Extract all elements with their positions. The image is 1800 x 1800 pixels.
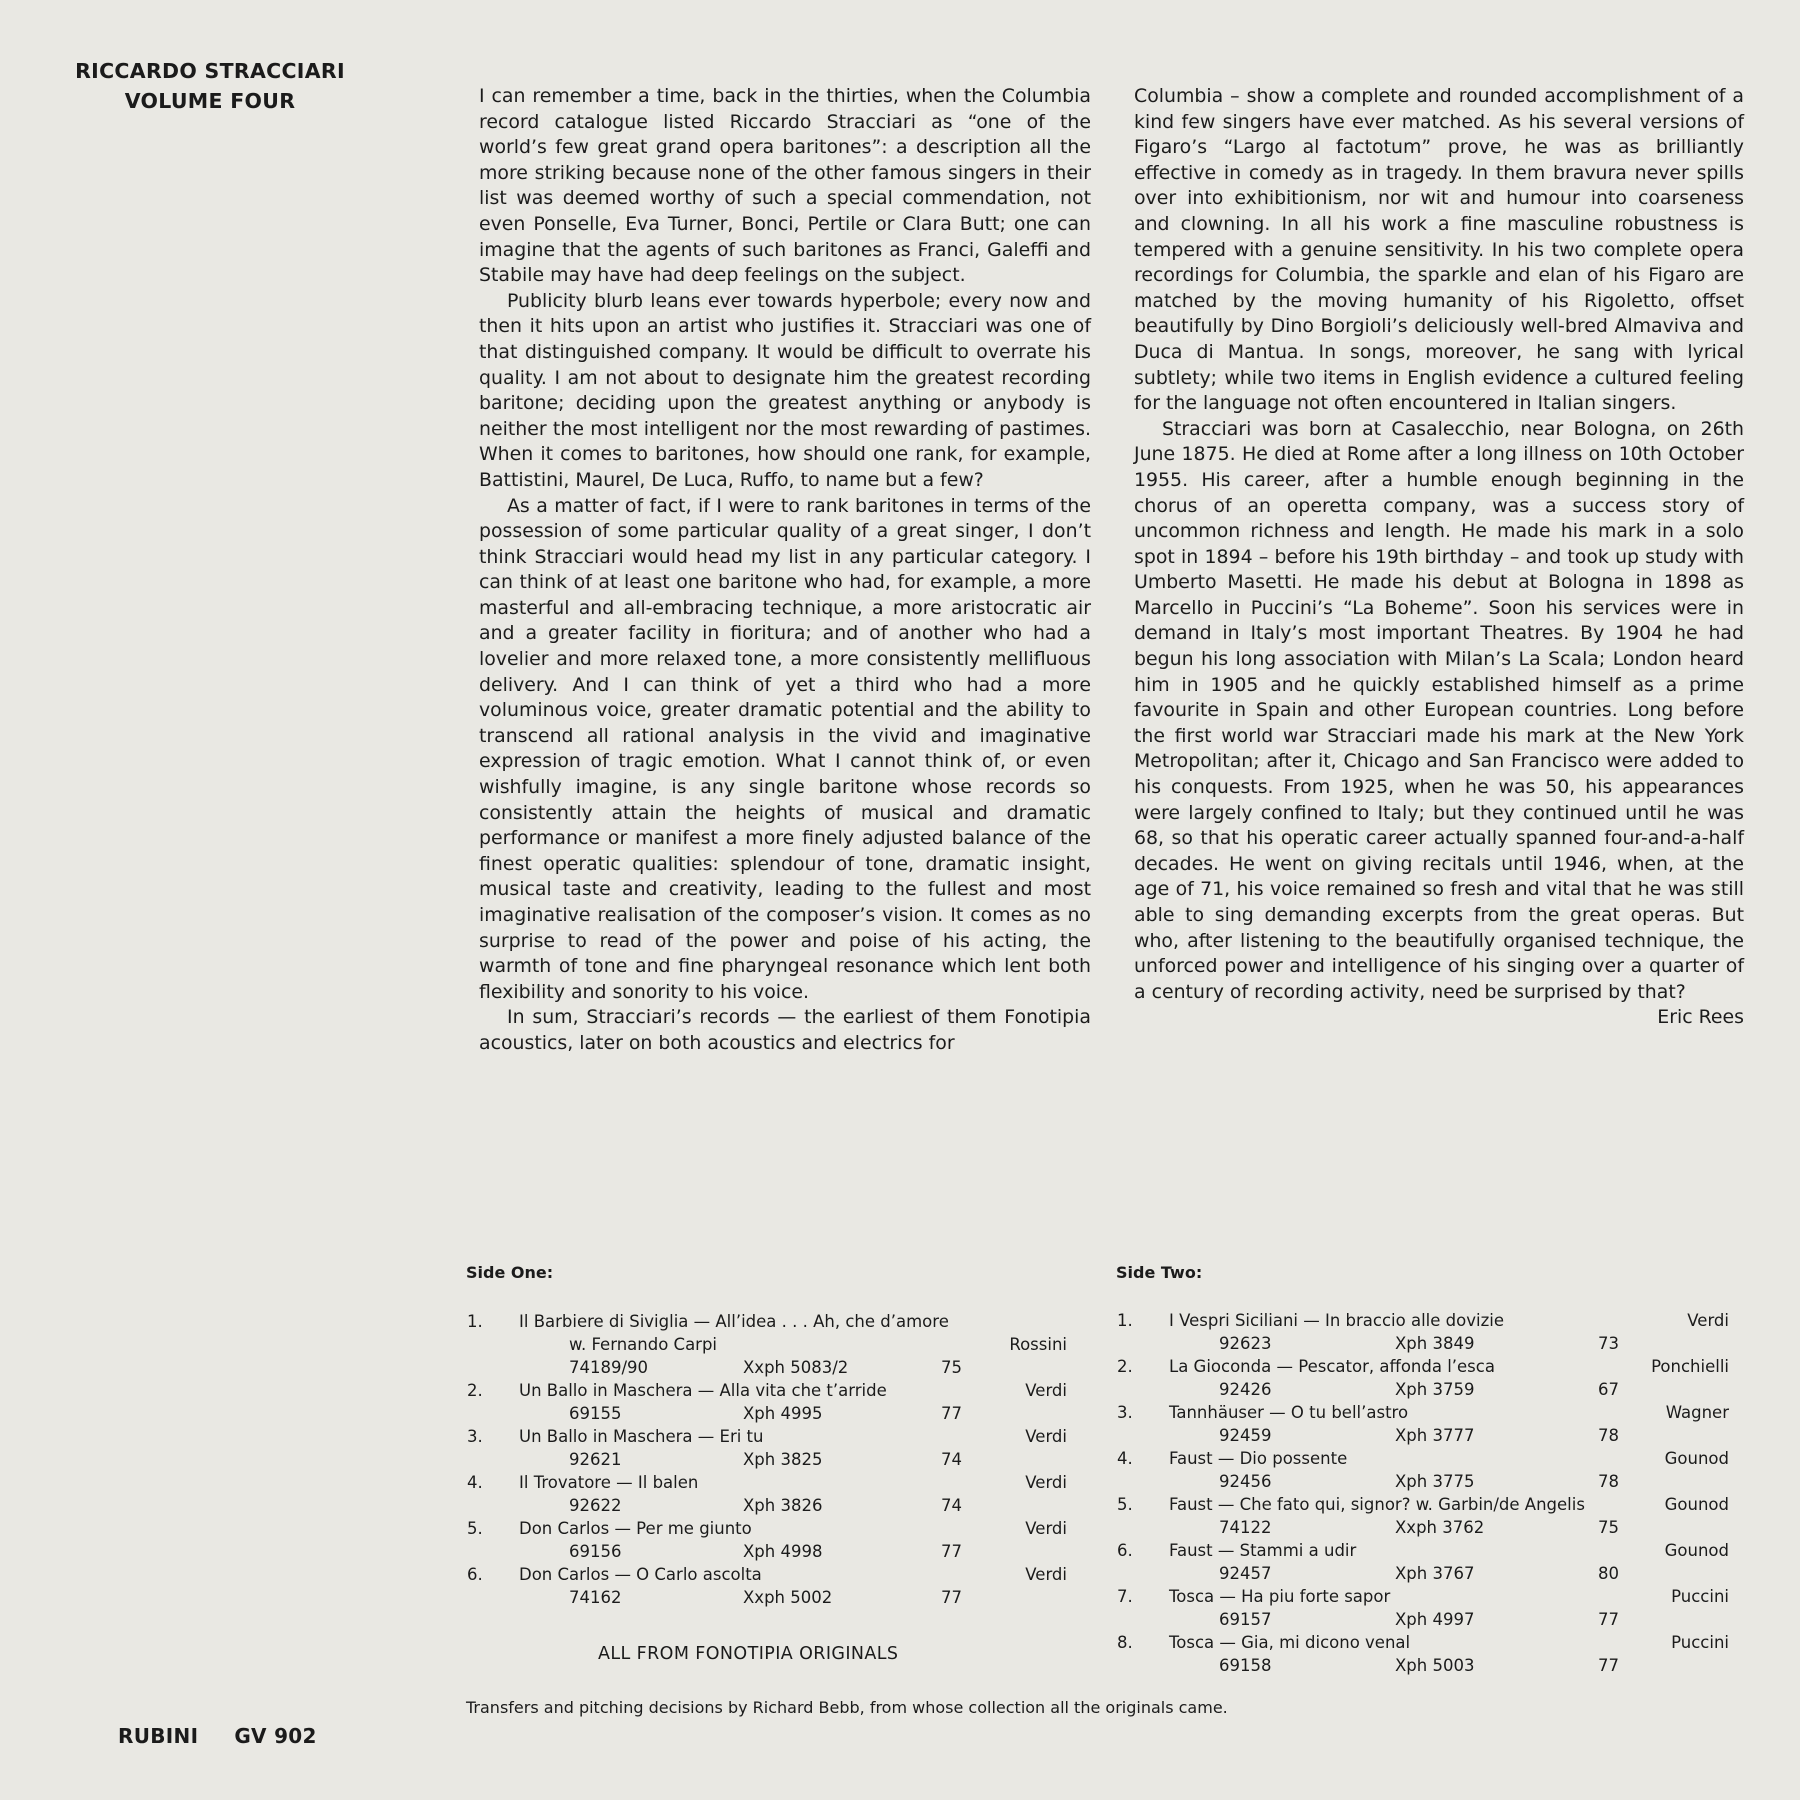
- track-title-line: [1117, 1493, 1729, 1516]
- track-matrix: 92621: [569, 1450, 622, 1469]
- track-title: Faust — Dio possente: [1169, 1449, 1348, 1468]
- track-title-line: [1117, 1539, 1729, 1562]
- track-catalog: Xph 3777: [1395, 1426, 1475, 1445]
- essay-paragraph: As a matter of fact, if I were to rank baritones in terms of the possession of some particular quality of a great singer, I don’t think Stracciari would head my list in any particular category. I can think of at least one baritone who had, for example, a more masterful and all-embracing technique, a more aristocratic air and a greater facility in fioritura; and of another who had a lovelier and more relaxed tone, a more consistently mellifluous delivery. And I can think of yet a third who had a more voluminous voice, greater dramatic potential and the ability to transcend all rational analysis in the vivid and imaginative expression of tragic emotion. What I cannot think of, or even wishfully imagine, is any single baritone whose records so consistently attain the heights of musical and dramatic performance or manifest a more finely adjusted balance of the finest operatic qualities: splendour of tone, dramatic insight, musical taste and creativity, leading to the fullest and most imaginative realisation of the composer’s vision. It comes as no surprise to read of the power and poise of his acting, the warmth of tone and fine pharyngeal resonance which lent both flexibility and sonority to his voice.: [479, 494, 1091, 1003]
- track-matrix-line: [1117, 1654, 1729, 1677]
- track-item: [467, 1471, 1067, 1517]
- track-year: 67: [1598, 1380, 1619, 1399]
- track-year: 75: [1598, 1518, 1619, 1537]
- track-composer: Puccini: [1671, 1587, 1729, 1606]
- track-number: 6.: [467, 1565, 483, 1584]
- track-number: 4.: [1117, 1449, 1133, 1468]
- track-catalog: Xph 4995: [743, 1404, 823, 1423]
- fonotipia-note: ALL FROM FONOTIPIA ORIGINALS: [598, 1644, 899, 1664]
- track-composer: Rossini: [1009, 1335, 1067, 1354]
- track-number: 6.: [1117, 1541, 1133, 1560]
- track-catalog: Xph 3825: [743, 1450, 823, 1469]
- track-year: 77: [941, 1404, 962, 1423]
- track-title: Don Carlos — Per me giunto: [519, 1519, 752, 1538]
- track-composer: Verdi: [1025, 1519, 1067, 1538]
- side-one-heading: Side One:: [466, 1263, 554, 1282]
- track-matrix-line: [467, 1402, 1067, 1425]
- track-catalog: Xph 3759: [1395, 1380, 1475, 1399]
- track-title: Faust — Che fato qui, signor? w. Garbin/de Angelis: [1169, 1495, 1585, 1514]
- track-catalog: Xph 3849: [1395, 1334, 1475, 1353]
- track-composer: Verdi: [1025, 1381, 1067, 1400]
- track-performer-line: [467, 1333, 1067, 1356]
- track-year: 77: [1598, 1610, 1619, 1629]
- track-year: 74: [941, 1496, 962, 1515]
- track-catalog: Xph 4998: [743, 1542, 823, 1561]
- track-matrix-line: [1117, 1562, 1729, 1585]
- track-title-line: [467, 1517, 1067, 1540]
- track-item: [1117, 1493, 1729, 1539]
- track-number: 4.: [467, 1473, 483, 1492]
- track-number: 1.: [467, 1312, 483, 1331]
- track-number: 3.: [1117, 1403, 1133, 1422]
- track-title: Don Carlos — O Carlo ascolta: [519, 1565, 762, 1584]
- track-composer: Verdi: [1025, 1565, 1067, 1584]
- track-number: 3.: [467, 1427, 483, 1446]
- track-composer: Verdi: [1025, 1427, 1067, 1446]
- track-number: 2.: [467, 1381, 483, 1400]
- track-item: [1117, 1539, 1729, 1585]
- track-matrix-line: [1117, 1608, 1729, 1631]
- track-title-line: [1117, 1585, 1729, 1608]
- track-item: [1117, 1447, 1729, 1493]
- track-composer: Puccini: [1671, 1633, 1729, 1652]
- track-title-line: [467, 1563, 1067, 1586]
- track-matrix: 92623: [1219, 1334, 1272, 1353]
- track-title: I Vespri Siciliani — In braccio alle dovizie: [1169, 1311, 1504, 1330]
- track-composer: Wagner: [1665, 1403, 1729, 1422]
- track-performer: w. Fernando Carpi: [569, 1335, 718, 1354]
- track-title: Tosca — Ha piu forte sapor: [1169, 1587, 1391, 1606]
- essay-paragraph: Columbia – show a complete and rounded accomplishment of a kind few singers have ever matched. As his several versions of Figaro’s “Largo al factotum” prove, he was as brilliantly effective in comedy as in tragedy. In them bravura never spills over into exhibitionism, nor wit and humour into coarseness and clowning. In all his work a fine masculine robustness is tempered with a genuine sensitivity. In his two complete opera recordings for Columbia, the sparkle and elan of his Figaro are matched by the moving humanity of his Rigoletto, offset beautifully by Dino Borgioli’s deliciously well-bred Almaviva and Duca di Mantua. In songs, moreover, he sang with lyrical subtlety; while two items in English evidence a cultured feeling for the language not often encountered in Italian singers.: [1134, 85, 1744, 415]
- track-item: [467, 1563, 1067, 1609]
- track-number: 7.: [1117, 1587, 1133, 1606]
- album-title: [60, 56, 360, 116]
- track-item: [467, 1425, 1067, 1471]
- track-catalog: Xph 4997: [1395, 1610, 1475, 1629]
- track-matrix: 74189/90: [569, 1358, 649, 1377]
- track-matrix-line: [1117, 1516, 1729, 1539]
- track-year: 74: [941, 1450, 962, 1469]
- essay-author: Eric Rees: [1657, 1006, 1744, 1029]
- track-number: 1.: [1117, 1311, 1133, 1330]
- track-matrix: 92457: [1219, 1564, 1272, 1583]
- track-matrix: 92622: [569, 1496, 622, 1515]
- track-title-line: [1117, 1631, 1729, 1654]
- track-catalog: Xph 3767: [1395, 1564, 1475, 1583]
- track-item: [467, 1517, 1067, 1563]
- essay-column-1: [479, 84, 1091, 1057]
- track-title: Un Ballo in Maschera — Alla vita che t’arride: [519, 1381, 887, 1400]
- track-title-line: [467, 1471, 1067, 1494]
- track-matrix: 69156: [569, 1542, 622, 1561]
- track-catalog: Xxph 5083/2: [743, 1358, 849, 1377]
- track-number: 5.: [467, 1519, 483, 1538]
- track-title-line: [1117, 1401, 1729, 1424]
- track-catalog: Xph 3826: [743, 1496, 823, 1515]
- essay-paragraph: Stracciari was born at Casalecchio, near Bologna, on 26th June 1875. He died at Rome after a long illness on 10th October 1955. His career, after a humble enough beginning in the chorus of an operetta company, was a success story of uncommon richness and length. He made his mark in a solo spot in 1894 – before his 19th birthday – and took up study with Umberto Masetti. He made his debut at Bologna in 1898 as Marcello in Puccini’s “La Boheme”. Soon his services were in demand in Italy’s most important Theatres. By 1904 he had begun his long association with Milan’s La Scala; London heard him in 1905 and he quickly established himself as a prime favourite in Spain and other European countries. Long before the first world war Stracciari made his mark at the New York Metropolitan; after it, Chicago and San Francisco were added to his conquests. From 1925, when he was 50, his appearances were largely confined to Italy; but they continued until he was 68, so that his operatic career actually spanned four-and-a-half decades. He went on giving recitals until 1946, when, at the age of 71, his voice remained so fresh and vital that he was still able to sing demanding excerpts from the great operas. But who, after listening to the beautifully organised technique, the unforced power and intelligence of his singing over a quarter of a century of recording activity, need be surprised by that?: [1134, 417, 1744, 1003]
- transfer-credits: Transfers and pitching decisions by Richard Bebb, from whose collection all the originals came.: [466, 1698, 1228, 1717]
- essay-paragraph: I can remember a time, back in the thirties, when the Columbia record catalogue listed Riccardo Stracciari as “one of the world’s few great grand opera baritones”: a description all the more striking because none of the other famous singers in their list was deemed worthy of such a special commendation, not even Ponselle, Eva Turner, Bonci, Pertile or Clara Butt; one can imagine that the agents of such baritones as Franci, Galeffi and Stabile may have had deep feelings on the subject.: [479, 85, 1091, 287]
- track-item: [467, 1310, 1067, 1379]
- track-matrix-line: [467, 1356, 1067, 1379]
- track-title-line: [1117, 1447, 1729, 1470]
- track-matrix-line: [1117, 1424, 1729, 1447]
- track-item: [1117, 1309, 1729, 1355]
- track-title: Il Trovatore — Il balen: [519, 1473, 699, 1492]
- track-matrix-line: [467, 1494, 1067, 1517]
- track-matrix-line: [467, 1586, 1067, 1609]
- track-composer: Gounod: [1664, 1541, 1729, 1560]
- track-item: [1117, 1401, 1729, 1447]
- track-title-line: [1117, 1309, 1729, 1332]
- essay-column-2: [1134, 84, 1744, 1031]
- track-year: 73: [1598, 1334, 1619, 1353]
- track-matrix: 69155: [569, 1404, 622, 1423]
- track-matrix: 92459: [1219, 1426, 1272, 1445]
- track-matrix: 92456: [1219, 1472, 1272, 1491]
- track-year: 78: [1598, 1472, 1619, 1491]
- track-number: 2.: [1117, 1357, 1133, 1376]
- track-title-line: [467, 1379, 1067, 1402]
- track-composer: Verdi: [1025, 1473, 1067, 1492]
- track-title: Il Barbiere di Siviglia — All’idea . . . Ah, che d’amore: [519, 1312, 949, 1331]
- track-matrix-line: [467, 1540, 1067, 1563]
- track-year: 77: [941, 1588, 962, 1607]
- track-year: 80: [1598, 1564, 1619, 1583]
- track-matrix-line: [1117, 1470, 1729, 1493]
- track-title-line: [467, 1310, 1067, 1333]
- artist-name: RICCARDO STRACCIARI: [75, 59, 345, 83]
- track-number: 5.: [1117, 1495, 1133, 1514]
- track-composer: Ponchielli: [1651, 1357, 1729, 1376]
- record-label: [118, 1724, 353, 1748]
- side-two-tracklist: [1117, 1309, 1729, 1677]
- track-matrix: 92426: [1219, 1380, 1272, 1399]
- track-title-line: [467, 1425, 1067, 1448]
- essay-paragraph: Publicity blurb leans ever towards hyperbole; every now and then it hits upon an artist who justifies it. Stracciari was one of that distinguished company. It would be difficult to overrate his quality. I am not about to designate him the greatest recording baritone; deciding upon the greatest anything or anybody is neither the most intelligent nor the most rewarding of pastimes. When it comes to baritones, how should one rank, for example, Battistini, Maurel, De Luca, Ruffo, to name but a few?: [479, 289, 1091, 491]
- track-composer: Gounod: [1664, 1449, 1729, 1468]
- track-catalog: Xxph 3762: [1395, 1518, 1485, 1537]
- track-year: 77: [1598, 1656, 1619, 1675]
- track-matrix-line: [467, 1448, 1067, 1471]
- track-year: 75: [941, 1358, 962, 1377]
- track-matrix: 69157: [1219, 1610, 1272, 1629]
- side-one-tracklist: [467, 1310, 1067, 1609]
- track-composer: Verdi: [1687, 1311, 1729, 1330]
- essay-paragraph: In sum, Stracciari’s records — the earliest of them Fonotipia acoustics, later on both acoustics and electrics for: [479, 1006, 1091, 1054]
- track-item: [467, 1379, 1067, 1425]
- track-catalog: Xph 5003: [1395, 1656, 1475, 1675]
- track-matrix-line: [1117, 1332, 1729, 1355]
- catalog-number: GV 902: [234, 1724, 317, 1748]
- track-catalog: Xxph 5002: [743, 1588, 833, 1607]
- track-matrix: 69158: [1219, 1656, 1272, 1675]
- track-composer: Gounod: [1664, 1495, 1729, 1514]
- track-title: Faust — Stammi a udir: [1169, 1541, 1357, 1560]
- label-name: RUBINI: [118, 1724, 199, 1748]
- track-catalog: Xph 3775: [1395, 1472, 1475, 1491]
- track-title: Tannhäuser — O tu bell’astro: [1169, 1403, 1409, 1422]
- track-title-line: [1117, 1355, 1729, 1378]
- track-year: 78: [1598, 1426, 1619, 1445]
- track-title: La Gioconda — Pescator, affonda l’esca: [1169, 1357, 1495, 1376]
- track-title: Tosca — Gia, mi dicono venal: [1169, 1633, 1411, 1652]
- track-title: Un Ballo in Maschera — Eri tu: [519, 1427, 764, 1446]
- track-item: [1117, 1585, 1729, 1631]
- track-number: 8.: [1117, 1633, 1133, 1652]
- track-matrix-line: [1117, 1378, 1729, 1401]
- track-year: 77: [941, 1542, 962, 1561]
- track-item: [1117, 1355, 1729, 1401]
- volume-label: VOLUME FOUR: [124, 89, 296, 113]
- side-two-heading: Side Two:: [1116, 1263, 1203, 1282]
- track-item: [1117, 1631, 1729, 1677]
- track-matrix: 74162: [569, 1588, 622, 1607]
- track-matrix: 74122: [1219, 1518, 1272, 1537]
